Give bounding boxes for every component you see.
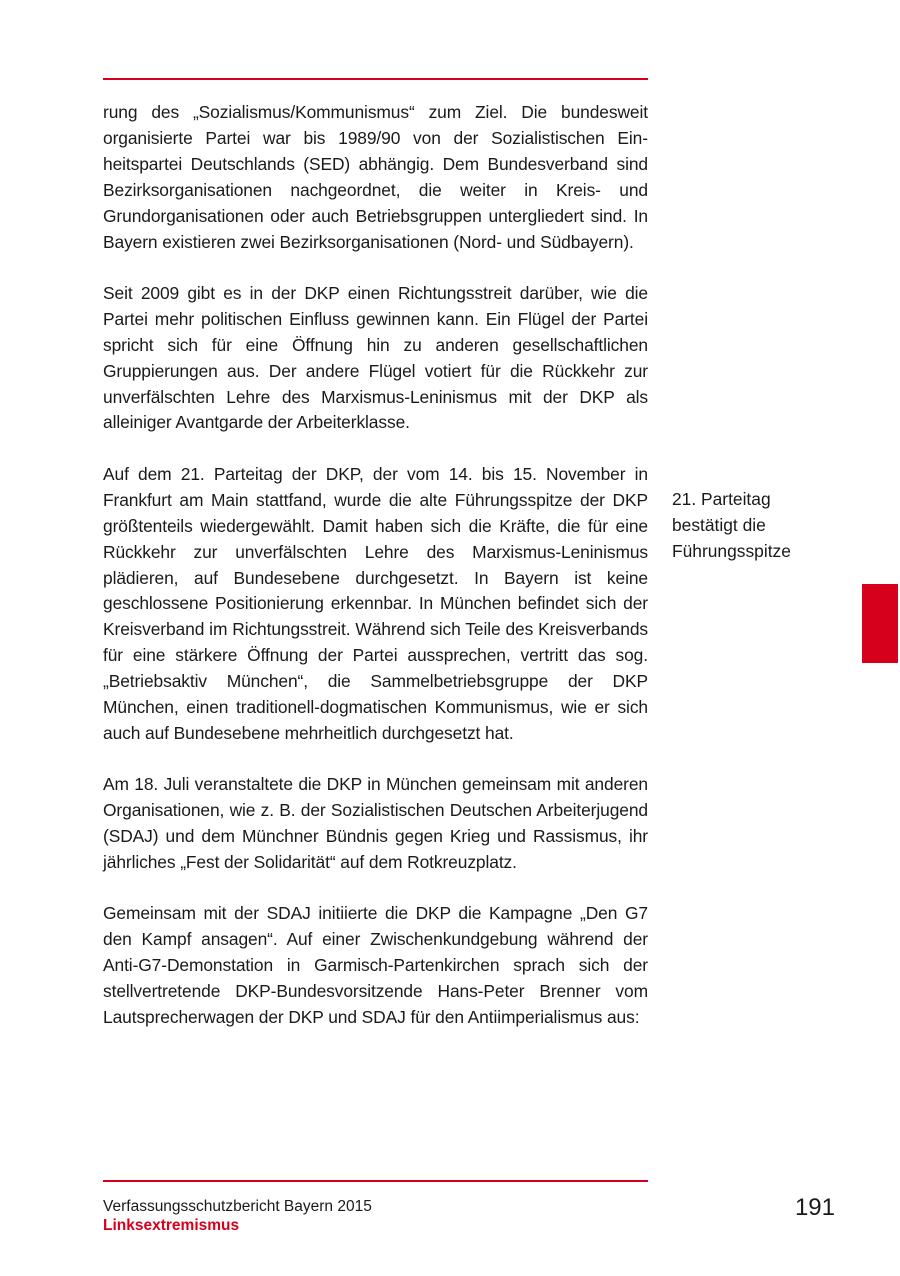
margin-note-line: bestätigt die <box>672 514 766 535</box>
margin-note-line: Führungsspitze <box>672 540 791 561</box>
margin-note-line: 21. Parteitag <box>672 489 771 509</box>
paragraph-sed-history: rung des „Sozialismus/Kommunismus“ zum Ziel. Die bundesweit organisierte Partei war bis 1989/90 von der Sozialistischen Einheitspartei Deutschlands (SED) abhängig. Dem Bundesverband sind Bezirksorganisationen nachgeordnet, die weiter in Kreis- und Grundorganisationen oder auch Betriebsgruppen untergliedert sind. In Bayern existieren zwei Bezirksorganisationen (Nord- und Südbayern). <box>103 102 648 252</box>
footer-section-name: Linksextremismus <box>103 1217 240 1234</box>
top-divider <box>103 78 648 80</box>
bottom-divider <box>103 1180 648 1182</box>
chapter-tab-marker <box>862 584 898 663</box>
paragraph-party-congress: Auf dem 21. Parteitag der DKP, der vom 14. bis 15. November in Frankfurt am Main stattfand, wurde die alte Führungsspitze der DKP größtenteils wiedergewählt. Damit haben sich die Kräfte, die für eine Rückkehr zur unverfälschten Lehre des Marxismus-Leninismus plädieren, auf Bundesebene durchgesetzt. In Bayern ist keine geschlossene Positionierung erkennbar. In München befindet sich der Kreisverband im Richtungsstreit. Während sich Teile des Kreisverbands für eine stärkere Öffnung der Partei aussprechen, vertritt das sog. „Betriebsaktiv München“, die Sammelbetriebsgruppe der DKP München, einen traditionell-dogmatischen Kommunismus, wie er sich auch auf Bundesebene mehrheitlich durchgesetzt hat. <box>103 463 648 743</box>
page-number: 191 <box>794 1194 835 1221</box>
main-text-column <box>103 100 648 1057</box>
paragraph-direction-dispute: Seit 2009 gibt es in der DKP einen Richtungsstreit darüber, wie die Partei mehr politischen Einfluss gewinnen kann. Ein Flügel der Partei spricht sich für eine Öffnung hin zu anderen gesellschaftlichen Gruppierungen aus. Der andere Flügel votiert für die Rückkehr zur unverfälschten Lehre des Marxismus-Leninismus mit der DKP als alleiniger Avantgarde der Arbeiterklasse. <box>103 282 648 433</box>
paragraph-g7-campaign: Gemeinsam mit der SDAJ initiierte die DKP die Kampagne „Den G7 den Kampf ansagen“. Auf einer Zwischenkundgebung während der Anti-G7-Demonstation in Garmisch-Partenkirchen sprach sich der stellvertretende DKP-Bundesvorsitzende Hans-Peter Brenner vom Lautsprecherwagen der DKP und SDAJ für den Antiimperialismus aus: <box>103 903 648 1028</box>
footer-publication-title: Verfassungsschutzbericht Bayern 2015 <box>103 1198 372 1215</box>
paragraph-solidarity-festival: Am 18. Juli veranstaltete die DKP in München gemeinsam mit anderen Organisationen, wie z. B. der Sozialistischen Deutschen Arbeiterjugend (SDAJ) und dem Münchner Bündnis gegen Krieg und Rassismus, ihr jährliches „Fest der Solidarität“ auf dem Rotkreuzplatz. <box>103 774 648 873</box>
margin-note <box>672 487 822 565</box>
